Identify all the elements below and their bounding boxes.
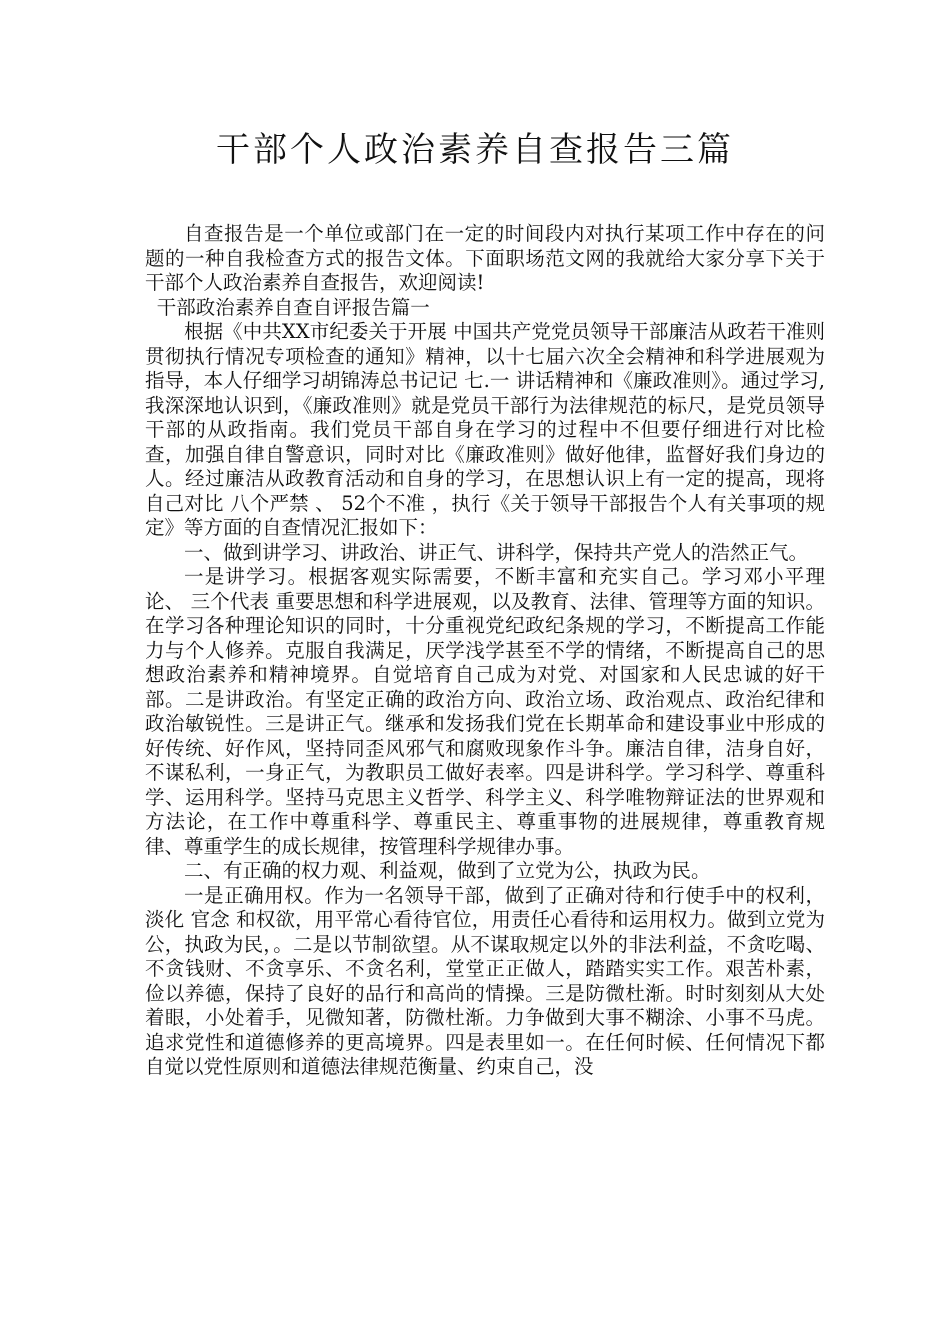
intro-paragraph: 自查报告是一个单位或部门在一定的时间段内对执行某项工作中存在的问题的一种自我检查方式的报告文体。下面职场范文网的我就给大家分享下关于干部个人政治素养自查报告，欢迎阅读! (145, 222, 825, 294)
body-paragraph: 根据《中共XX市纪委关于开展 中国共产党党员领导干部廉洁从政若干准则 贯彻执行情况专项检查的通知》精神，以十七届六次全会精神和科学进展观为指导，本人仔细学习胡锦涛总书记记 七.一 讲话精神和《廉政准则》。通过学习,我深深地认识到，《廉政准则》就是党员干部行为法律规范的标尺，是党员领导干部的从政指南。我们党员干部自身在学习的过程中不但要仔细进行对比检查，加强自律自警意识，同时对比《廉政准则》做好他律，监督好我们身边的人。经过廉洁从政教育活动和自身的学习，在思想认识上有一定的提高，现将自己对比 八个严禁 、 52个不准 ，执行《关于领导干部报告个人有关事项的规定》等方面的自查情况汇报如下： (145, 320, 825, 539)
body-paragraph: 一是正确用权。作为一名领导干部，做到了正确对待和行使手中的权利，淡化 官念 和权欲，用平常心看待官位，用责任心看待和运用权力。做到立党为公，执政为民，。二是以节制欲望。从不谋取规定以外的非法利益，不贪吃喝、不贪钱财、不贪享乐、不贪名利，堂堂正正做人，踏踏实实工作。艰苦朴素，俭以养德，保持了良好的品行和高尚的情操。三是防微杜渐。时时刻刻从大处着眼，小处着手，见微知著，防微杜渐。力争做到大事不糊涂、小事不马虎。追求党性和道德修养的更高境界。四是表里如一。在任何时候、任何情况下都自觉以党性原则和道德法律规范衡量、约束自己，没 (145, 883, 825, 1078)
section-heading: 干部政治素养自查自评报告篇一 (156, 295, 430, 319)
body-paragraph: 一是讲学习。根据客观实际需要，不断丰富和充实自己。学习邓小平理论、 三个代表 重要思想和科学进展观，以及教育、法律、管理等方面的知识。在学习各种理论知识的同时，十分重视党纪政纪条规的学习，不断提高工作能力与个人修养。克服自我满足，厌学浅学甚至不学的情绪，不断提高自己的思想政治素养和精神境界。自觉培育自己成为对党、对国家和人民忠诚的好干部。二是讲政治。有坚定正确的政治方向、政治立场、政治观点、政治纪律和政治敏锐性。三是讲正气。继承和发扬我们党在长期革命和建设事业中形成的好传统、好作风，坚持同歪风邪气和腐败现象作斗争。廉洁自律，洁身自好，不谋私利，一身正气，为教职员工做好表率。四是讲科学。学习科学、尊重科学、运用科学。坚持马克思主义哲学、科学主义、科学唯物辩证法的世界观和方法论，在工作中尊重科学、尊重民主、尊重事物的进展规律，尊重教育规律、尊重学生的成长规律，按管理科学规律办事。 (145, 565, 825, 858)
document-body (145, 222, 825, 1080)
document-title: 干部个人政治素养自查报告三篇 (216, 130, 734, 170)
point-heading: 二、有正确的权力观、利益观，做到了立党为公，执政为民。 (184, 859, 711, 882)
point-heading: 一、做到讲学习、讲政治、讲正气、讲科学，保持共产党人的浩然正气。 (184, 540, 809, 564)
